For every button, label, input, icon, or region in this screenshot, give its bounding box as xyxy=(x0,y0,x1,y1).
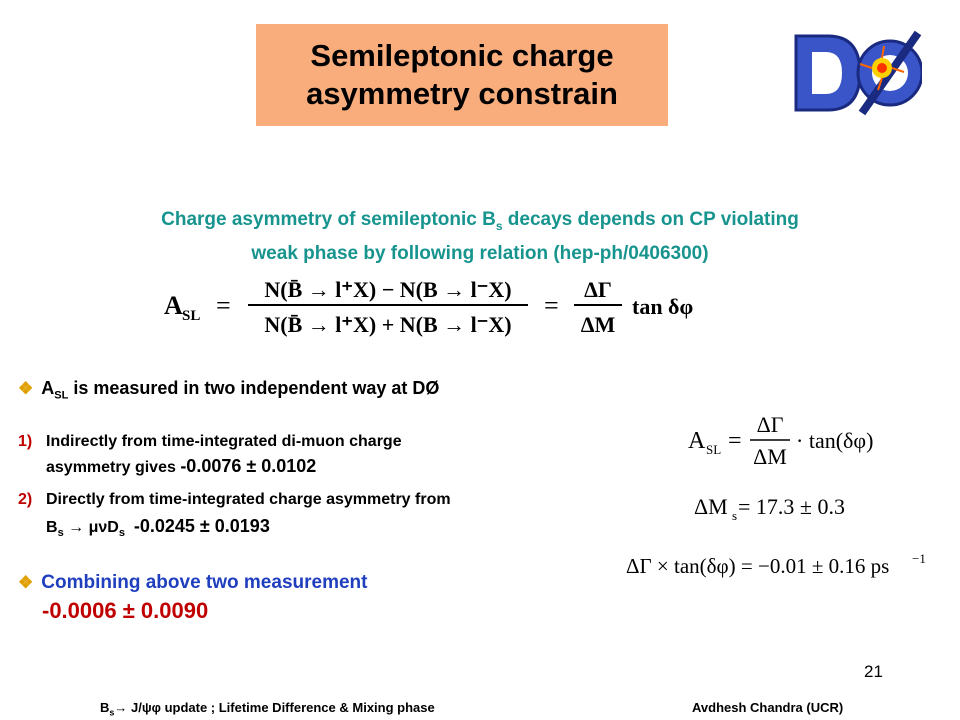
intro-text xyxy=(40,206,920,268)
item-direct: 2) Directly from time-integrated charge asymmetry from $B_s \to \mu\nu D_s$ -0.0245 ± 0.0193 xyxy=(18,487,618,546)
item2-decay: → μνD xyxy=(63,519,119,536)
rhs-eq1-sub: SL xyxy=(706,442,722,457)
footer-left: $B_s\to J/\psi\varphi$ update ; Lifetime Difference & Mixing phase xyxy=(100,700,435,718)
item2-bs: B xyxy=(46,519,58,536)
formula-lhs-sub: SL xyxy=(182,308,201,324)
item1-line2: asymmetry gives xyxy=(46,459,181,476)
title-line-2: asymmetry constrain xyxy=(306,76,618,111)
rhs-eq1-tail: · tan(δφ) xyxy=(796,428,874,453)
intro-pre: Charge asymmetry of semileptonic B xyxy=(161,209,496,230)
rhs-eq3-sup: −1 xyxy=(912,551,926,566)
title-line-1: Semileptonic charge xyxy=(310,38,614,73)
d0-experiment-logo xyxy=(790,28,922,118)
formula-numerator: N(B̄ → l⁺X) − N(B → l⁻X) xyxy=(264,277,512,302)
footer-right: Avdhesh Chandra (UCR) xyxy=(692,700,844,715)
rhs-eq3-text: ΔΓ × tan(δφ) = −0.01 ± 0.16 ps xyxy=(626,554,890,578)
item2-number: 2) xyxy=(18,491,33,508)
formula-den-right: ΔM xyxy=(580,312,616,337)
item2-line1: Directly from time-integrated charge asymmetry from xyxy=(46,491,451,508)
intro-post: decays depends on CP violating xyxy=(502,209,799,230)
formula-lhs: A xyxy=(164,291,183,320)
rhs-eq3 xyxy=(622,545,942,585)
bullet-asl-measured xyxy=(18,378,439,402)
title-box xyxy=(256,24,668,126)
formula-num-right: ΔΓ xyxy=(584,277,612,302)
rhs-eq2: ΔM xyxy=(694,494,728,519)
item2-value: -0.0245 ± 0.0193 xyxy=(133,516,270,536)
bullet-combining xyxy=(18,572,367,594)
svg-text:=: = xyxy=(728,428,742,454)
svg-text:=: = xyxy=(544,291,559,320)
intro-sub: s xyxy=(495,218,503,233)
page-number: 21 xyxy=(864,662,883,681)
bullet1-pre: A xyxy=(41,378,55,398)
intro-line-2: weak phase by following relation (hep-ph/0406300) xyxy=(251,242,709,264)
rhs-eq1-lhs: A xyxy=(688,428,706,454)
rhs-eq1-den: ΔM xyxy=(753,444,787,469)
bullet1-sub: SL xyxy=(54,389,69,402)
diamond-bullet-icon: ❖ xyxy=(18,379,34,398)
rhs-eq2-tail: = 17.3 ± 0.3 xyxy=(738,494,845,519)
diamond-bullet-icon: ❖ xyxy=(18,573,34,592)
rhs-eq2-sub: s xyxy=(732,508,738,523)
rhs-eq1-num: ΔΓ xyxy=(756,412,784,437)
formula-tail: tan δφ xyxy=(632,294,694,319)
combined-value: -0.0006 ± 0.0090 xyxy=(42,598,209,623)
bullet2-text: Combining above two measurement xyxy=(41,572,368,593)
formula-denominator: N(B̄ → l⁺X) + N(B → l⁻X) xyxy=(264,312,512,337)
item1-line1: Indirectly from time-integrated di-muon charge xyxy=(46,433,402,450)
bullet1-post: is measured in two independent way at DØ xyxy=(68,378,440,398)
svg-text:=: = xyxy=(216,291,231,320)
item1-value: -0.0076 ± 0.0102 xyxy=(180,456,317,476)
rhs-equations xyxy=(680,402,940,532)
asl-formula xyxy=(160,272,790,342)
item1-number: 1) xyxy=(18,433,33,450)
item-indirect xyxy=(18,430,618,480)
